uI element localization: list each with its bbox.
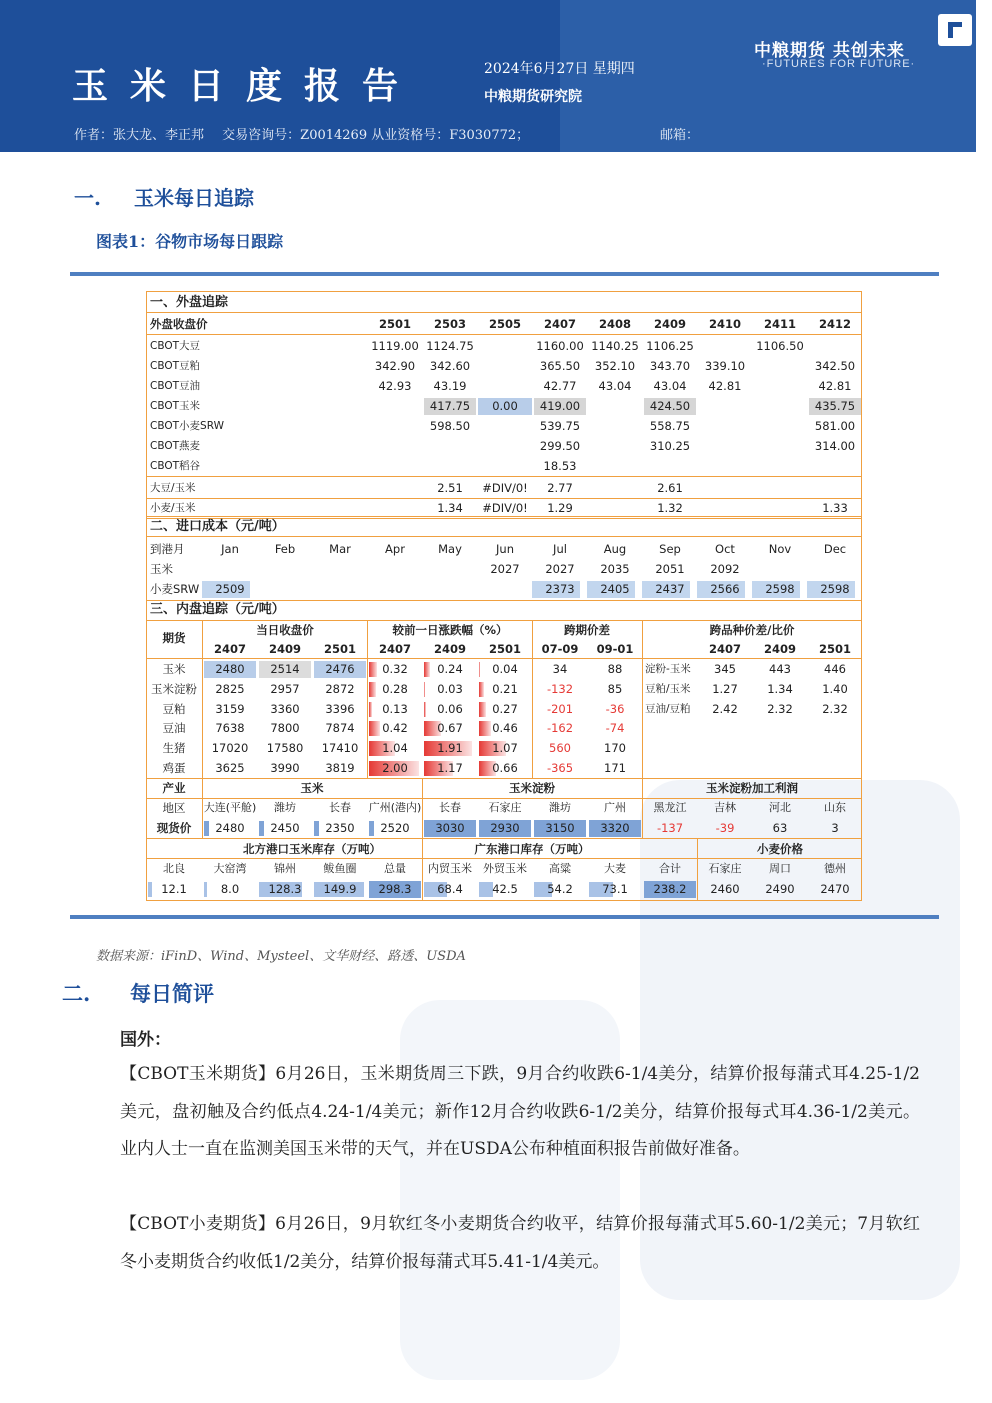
- cell-highlight: [479, 882, 493, 897]
- table-cell: 2.00: [382, 761, 408, 775]
- report-date: 2024年6月27日 星期四: [484, 61, 635, 77]
- table-cell: 广州: [604, 801, 626, 814]
- row-label: CBOT豆粕: [150, 360, 201, 372]
- table-cell: 7874: [325, 721, 355, 736]
- change-bar: [369, 702, 372, 717]
- column-header: 2409: [653, 317, 687, 331]
- table-divider: [367, 620, 368, 778]
- table-cell: 443: [769, 662, 791, 676]
- row-label: 玉米淀粉: [151, 681, 197, 696]
- table-rule: [147, 516, 861, 517]
- table-cell: 2373: [545, 582, 575, 596]
- table-rule: [147, 600, 861, 601]
- table-divider: [642, 620, 643, 778]
- table-cell: 345: [714, 662, 736, 676]
- table-cell: -36: [605, 701, 625, 716]
- table-cell: 238.2: [653, 882, 687, 896]
- column-header: 鲅鱼圈: [323, 862, 357, 875]
- table-cell: 2957: [270, 681, 300, 696]
- top-rule: [70, 272, 939, 276]
- table-cell: 1.07: [492, 741, 518, 756]
- table-cell: 淀粉-玉米: [645, 663, 691, 675]
- table-rule: [147, 536, 861, 537]
- table-cell: 149.9: [323, 882, 357, 896]
- table-cell: -201: [546, 701, 574, 716]
- table-cell: 2437: [655, 582, 685, 596]
- row-label: 玉米: [150, 562, 173, 576]
- table-cell: 长春: [329, 801, 351, 814]
- change-bar: [369, 721, 380, 736]
- group-header: 玉米淀粉: [509, 781, 555, 795]
- table-cell: 1.04: [382, 741, 408, 756]
- table-cell: 581.00: [814, 419, 856, 433]
- table-cell: 342.50: [814, 359, 856, 373]
- column-header: Aug: [603, 542, 627, 556]
- table-cell: 12.1: [161, 882, 187, 896]
- table-cell: 1106.50: [756, 339, 804, 353]
- brand-name: 中粮期货 共创未来: [754, 41, 905, 61]
- table-rule: [147, 798, 861, 799]
- column-header: 2409: [433, 642, 467, 656]
- column-header: 高粱: [549, 862, 571, 875]
- table-cell: 1160.00: [536, 339, 584, 353]
- company-logo-icon: [938, 14, 972, 46]
- column-header: 2503: [433, 317, 467, 331]
- table-cell: 17580: [266, 741, 304, 756]
- table-cell: 17410: [321, 741, 359, 756]
- column-header: 07-09: [541, 642, 579, 656]
- table-cell: 42.81: [818, 379, 852, 393]
- section-title: 每日简评: [130, 981, 214, 1006]
- column-header: 周口: [769, 862, 791, 875]
- table-cell: 0.28: [382, 681, 408, 696]
- table-cell: 0.66: [492, 761, 518, 775]
- row-label: CBOT玉米: [150, 400, 201, 412]
- table-cell: 170: [604, 741, 626, 756]
- row-label: CBOT燕麦: [150, 440, 201, 452]
- table-cell: 黑龙江: [653, 801, 687, 814]
- column-header: 09-01: [596, 642, 634, 656]
- column-header: Jan: [221, 542, 239, 556]
- table-cell: 63: [772, 821, 788, 835]
- cell-highlight: [314, 821, 319, 836]
- table-cell: #DIV/0!: [482, 481, 528, 495]
- table-cell: 8.0: [220, 882, 240, 896]
- table-cell: 2051: [655, 562, 685, 576]
- table-cell: 1.91: [437, 741, 463, 756]
- table-divider: [202, 778, 203, 838]
- row-label: 大豆/玉米: [150, 482, 196, 494]
- table-cell: 1.27: [712, 681, 738, 696]
- table-cell: 山东: [824, 801, 846, 814]
- table-rule: [147, 620, 861, 621]
- table-cell: 339.10: [704, 359, 746, 373]
- authors: 作者：张大龙、李正邦: [74, 128, 205, 143]
- column-header: 外贸玉米: [483, 862, 527, 875]
- table-cell: 2.77: [547, 481, 573, 495]
- table-cell: 2514: [270, 662, 300, 676]
- table-cell: 2350: [325, 821, 355, 835]
- table-cell: 3: [831, 821, 839, 835]
- cell-highlight: [259, 821, 264, 836]
- column-header: 北良: [163, 862, 185, 875]
- row-label: 豆油: [162, 721, 186, 736]
- table-cell: 3625: [215, 761, 245, 775]
- column-header: Jun: [496, 542, 514, 556]
- license-info: 交易咨询号：Z0014269 从业资格号：F3030772；: [222, 128, 530, 143]
- section-title-overseas: 一、外盘追踪: [150, 295, 229, 310]
- table-cell: 石家庄: [488, 801, 522, 814]
- row-label: 玉米: [162, 662, 186, 676]
- table-cell: 豆粕/玉米: [645, 682, 691, 695]
- column-header: Apr: [385, 542, 405, 556]
- paragraph-cbot-corn: 【CBOT玉米期货】6月26日，玉米期货周三下跌，9月合约收跌6-1/4美分，结算价报每蒲式耳4.25-1/2美元，盘初触及合约低点4.24-1/4美元；新作12月合约收跌6-1/2美分，结算价报每式耳4.36-1/2美元。业内人士一直在监测美国玉米带的天气，并在USDA公布种植面积报告前做好准备。: [120, 1064, 920, 1159]
- table-cell: 417.75: [429, 399, 471, 413]
- group-header: 玉米: [300, 781, 324, 795]
- section-title: 玉米每日追踪: [134, 186, 254, 210]
- table-cell: 广州(港内): [368, 801, 422, 814]
- column-header: 2407: [708, 642, 742, 656]
- column-header: 2407: [543, 317, 577, 331]
- column-header: 合计: [659, 862, 681, 875]
- column-header: 总量: [384, 862, 406, 875]
- table-cell: 1119.00: [371, 339, 419, 353]
- table-divider: [697, 838, 698, 900]
- column-header: 较前一日涨跌幅（%）: [392, 623, 508, 637]
- table-cell: 85: [607, 681, 623, 696]
- table-divider: [422, 778, 423, 838]
- table-cell: 298.3: [378, 882, 412, 896]
- change-bar: [369, 662, 377, 677]
- table-cell: 3159: [215, 701, 245, 716]
- column-header: Dec: [823, 542, 847, 556]
- column-header: Oct: [715, 542, 735, 556]
- table-cell: 0.00: [492, 399, 518, 413]
- column-header: 内贸玉米: [428, 862, 472, 875]
- table-cell: 2598: [820, 582, 850, 596]
- table-cell: 2460: [710, 882, 740, 896]
- column-header: 大麦: [604, 862, 626, 875]
- cell-highlight: [148, 882, 152, 897]
- table-cell: 0.27: [492, 701, 518, 716]
- table-cell: 0.06: [437, 701, 463, 716]
- table-cell: 560: [549, 741, 571, 756]
- table-cell: 0.67: [437, 721, 463, 736]
- table-cell: -162: [546, 721, 574, 736]
- table-cell: 54.2: [547, 882, 573, 896]
- table-cell: 0.46: [492, 721, 518, 736]
- column-header: 锦州: [274, 862, 296, 875]
- row-label: CBOT豆油: [150, 380, 201, 392]
- table-cell: 598.50: [429, 419, 471, 433]
- table-cell: 0.32: [382, 662, 408, 676]
- table-cell: 42.77: [543, 379, 577, 393]
- table-cell: 河北: [769, 801, 791, 814]
- paragraph-cbot-wheat: 【CBOT小麦期货】6月26日，9月软红冬小麦期货合约收平，结算价报每蒲式耳5.60-1/2美元；7月软红冬小麦期货合约收低1/2美分，结算价报每蒲式耳5.41-1/4美元。: [120, 1214, 920, 1272]
- grain-market-table: [146, 291, 862, 901]
- column-header: 2407: [378, 642, 412, 656]
- report-title: 玉米日度报告: [72, 66, 421, 107]
- group-header: 北方港口玉米库存（万吨）: [243, 842, 381, 856]
- author-line: [74, 124, 543, 143]
- cell-highlight: [204, 821, 209, 836]
- table-cell: 43.19: [433, 379, 467, 393]
- table-cell: 3819: [325, 761, 355, 775]
- table-divider: [532, 620, 533, 778]
- table-cell: 2.42: [712, 701, 738, 716]
- table-cell: 2092: [710, 562, 740, 576]
- table-cell: 18.53: [543, 459, 577, 473]
- table-cell: 1.34: [767, 681, 793, 696]
- column-header: 2501: [323, 642, 357, 656]
- column-header: 2408: [598, 317, 632, 331]
- row-label: 地区: [162, 801, 186, 815]
- table-cell: 17020: [211, 741, 249, 756]
- table-cell: 潍坊: [549, 801, 571, 814]
- table-cell: 2825: [215, 681, 245, 696]
- row-label: 豆粕: [162, 701, 186, 716]
- table-cell: 342.90: [374, 359, 416, 373]
- section-number: 二.: [62, 981, 91, 1006]
- table-cell: 2480: [215, 821, 245, 835]
- cell-highlight: [204, 882, 207, 897]
- table-cell: 3396: [325, 701, 355, 716]
- column-header: May: [438, 542, 462, 556]
- column-header: 大窑湾: [213, 862, 247, 875]
- table-rule: [147, 476, 861, 477]
- column-header: 2410: [708, 317, 742, 331]
- group-header: 玉米淀粉加工利润: [706, 781, 798, 795]
- figure-caption: 图表1：谷物市场每日跟踪: [96, 232, 284, 251]
- table-cell: 2476: [325, 662, 355, 676]
- column-header: 2407: [213, 642, 247, 656]
- institute-name: 中粮期货研究院: [484, 89, 582, 105]
- column-header: Feb: [274, 542, 296, 556]
- table-cell: 豆油/豆粕: [645, 702, 691, 715]
- table-cell: 2480: [215, 662, 245, 676]
- table-cell: 314.00: [814, 439, 856, 453]
- row-label: 小麦SRW: [150, 582, 200, 596]
- table-cell: 0.24: [437, 662, 463, 676]
- section-title-domestic: 三、内盘追踪（元/吨）: [150, 602, 285, 617]
- bottom-rule: [70, 915, 939, 919]
- table-cell: 171: [604, 761, 626, 775]
- table-cell: 2405: [600, 582, 630, 596]
- row-label: 生猪: [162, 741, 186, 756]
- table-cell: 0.13: [382, 701, 408, 716]
- row-label: 产业: [162, 781, 186, 795]
- table-cell: 1124.75: [426, 339, 474, 353]
- column-header: 石家庄: [708, 862, 742, 875]
- row-label: 现货价: [156, 821, 192, 835]
- row-label: CBOT稻谷: [150, 460, 201, 472]
- table-cell: 7800: [270, 721, 300, 736]
- table-cell: 73.1: [602, 882, 628, 896]
- table-cell: 1.34: [437, 501, 463, 515]
- table-cell: 3990: [270, 761, 300, 775]
- table-cell: 2930: [490, 821, 520, 835]
- column-header: 德州: [824, 862, 846, 875]
- table-cell: 3150: [545, 821, 575, 835]
- row-label: CBOT小麦SRW: [150, 420, 224, 432]
- email-label: 邮箱：: [660, 128, 700, 143]
- brand-slogan: ·FUTURES FOR FUTURE·: [762, 58, 916, 70]
- column-header: 到港月: [150, 542, 185, 556]
- table-cell: 42.81: [708, 379, 742, 393]
- report-header: [0, 0, 976, 152]
- subheading-foreign: 国外：: [120, 1030, 171, 1050]
- table-cell: 2450: [270, 821, 300, 835]
- column-header: 2501: [488, 642, 522, 656]
- change-bar: [424, 702, 426, 717]
- table-cell: 424.50: [649, 399, 691, 413]
- table-cell: -39: [715, 821, 735, 835]
- table-cell: 0.03: [437, 681, 463, 696]
- column-header: 外盘收盘价: [150, 317, 208, 331]
- table-cell: 0.04: [492, 662, 518, 676]
- change-bar: [479, 721, 491, 736]
- table-cell: 2598: [765, 582, 795, 596]
- column-header: Jul: [553, 542, 567, 556]
- table-cell: 558.75: [649, 419, 691, 433]
- group-header: 广东港口库存（万吨）: [474, 842, 590, 856]
- column-header: 2501: [818, 642, 852, 656]
- table-cell: 2.61: [657, 481, 683, 495]
- group-header: 小麦价格: [757, 842, 803, 856]
- column-header: 2409: [268, 642, 302, 656]
- table-cell: -74: [605, 721, 625, 736]
- table-cell: 3320: [600, 821, 630, 835]
- table-cell: 42.93: [378, 379, 412, 393]
- table-cell: -365: [546, 761, 574, 775]
- table-rule: [147, 334, 861, 335]
- table-cell: 0.42: [382, 721, 408, 736]
- column-header: 2411: [763, 317, 797, 331]
- table-cell: 2470: [820, 882, 850, 896]
- table-cell: 吉林: [714, 801, 736, 814]
- column-header: 跨期价差: [564, 623, 610, 637]
- table-cell: 42.5: [492, 882, 518, 896]
- table-cell: 43.04: [653, 379, 687, 393]
- change-bar: [479, 702, 486, 717]
- row-label: CBOT大豆: [150, 340, 201, 352]
- change-bar: [424, 662, 430, 677]
- table-cell: -137: [656, 821, 684, 835]
- table-cell: 365.50: [539, 359, 581, 373]
- table-cell: 2027: [490, 562, 520, 576]
- table-cell: 299.50: [539, 439, 581, 453]
- change-bar: [424, 682, 425, 697]
- table-cell: 2.32: [767, 701, 793, 716]
- table-cell: 3360: [270, 701, 300, 716]
- column-header: Mar: [329, 542, 351, 556]
- column-header: 2501: [378, 317, 412, 331]
- table-cell: 3030: [435, 821, 465, 835]
- table-divider: [202, 620, 203, 778]
- table-cell: 潍坊: [274, 801, 296, 814]
- change-bar: [369, 682, 376, 697]
- table-cell: 34: [552, 662, 568, 676]
- table-cell: 7638: [215, 721, 245, 736]
- table-cell: 大连(平舱): [203, 801, 257, 814]
- table-cell: #DIV/0!: [482, 501, 528, 515]
- table-cell: 446: [824, 662, 846, 676]
- table-divider: [422, 838, 423, 900]
- table-cell: 128.3: [268, 882, 302, 896]
- section-heading-2: [62, 978, 214, 1008]
- cell-highlight: [369, 821, 374, 836]
- table-cell: 419.00: [539, 399, 581, 413]
- table-cell: 68.4: [437, 882, 463, 896]
- table-rule: [147, 498, 861, 499]
- column-header: 跨品种价差/比价: [709, 623, 795, 637]
- table-cell: 1.33: [822, 501, 848, 515]
- table-cell: 352.10: [594, 359, 636, 373]
- table-cell: 0.21: [492, 681, 518, 696]
- table-cell: 1.29: [547, 501, 573, 515]
- column-header: 期货: [162, 631, 186, 645]
- table-cell: 539.75: [539, 419, 581, 433]
- table-rule: [147, 658, 861, 659]
- table-cell: 2490: [765, 882, 795, 896]
- column-header: 当日收盘价: [256, 623, 314, 637]
- data-source: 数据来源：iFinD、Wind、Mysteel、文华财经、路透、USDA: [96, 949, 466, 964]
- table-cell: 310.25: [649, 439, 691, 453]
- table-cell: 342.60: [429, 359, 471, 373]
- table-cell: 长春: [439, 801, 461, 814]
- section-number: 一.: [74, 186, 101, 210]
- table-rule: [147, 778, 861, 779]
- table-divider: [642, 778, 643, 838]
- table-cell: 2.32: [822, 701, 848, 716]
- table-cell: 2520: [380, 821, 410, 835]
- table-cell: 1106.25: [646, 339, 694, 353]
- table-cell: 2872: [325, 681, 355, 696]
- table-cell: 1140.25: [591, 339, 639, 353]
- row-label: 鸡蛋: [162, 761, 186, 775]
- table-cell: 1.40: [822, 681, 848, 696]
- column-header: 2412: [818, 317, 852, 331]
- column-header: 2409: [763, 642, 797, 656]
- table-cell: 88: [607, 662, 623, 676]
- table-cell: 1.32: [657, 501, 683, 515]
- column-header: Sep: [659, 542, 681, 556]
- table-rule: [147, 858, 861, 859]
- table-cell: 43.04: [598, 379, 632, 393]
- table-cell: 2509: [215, 582, 245, 596]
- table-cell: 343.70: [649, 359, 691, 373]
- column-header: 2505: [488, 317, 522, 331]
- table-cell: -132: [546, 681, 574, 696]
- table-cell: 2566: [710, 582, 740, 596]
- table-cell: 2035: [600, 562, 630, 576]
- table-cell: 1.17: [437, 761, 463, 775]
- table-cell: 2027: [545, 562, 575, 576]
- table-rule: [147, 838, 861, 839]
- column-header: Nov: [768, 542, 792, 556]
- row-label: 小麦/玉米: [150, 502, 196, 514]
- table-cell: 2.51: [437, 481, 463, 495]
- section-heading-1: [74, 182, 254, 211]
- table-cell: 435.75: [814, 399, 856, 413]
- table-rule: [147, 312, 861, 313]
- section-title-import-cost: 二、进口成本（元/吨）: [150, 519, 285, 534]
- change-bar: [479, 682, 484, 697]
- change-bar: [479, 662, 480, 677]
